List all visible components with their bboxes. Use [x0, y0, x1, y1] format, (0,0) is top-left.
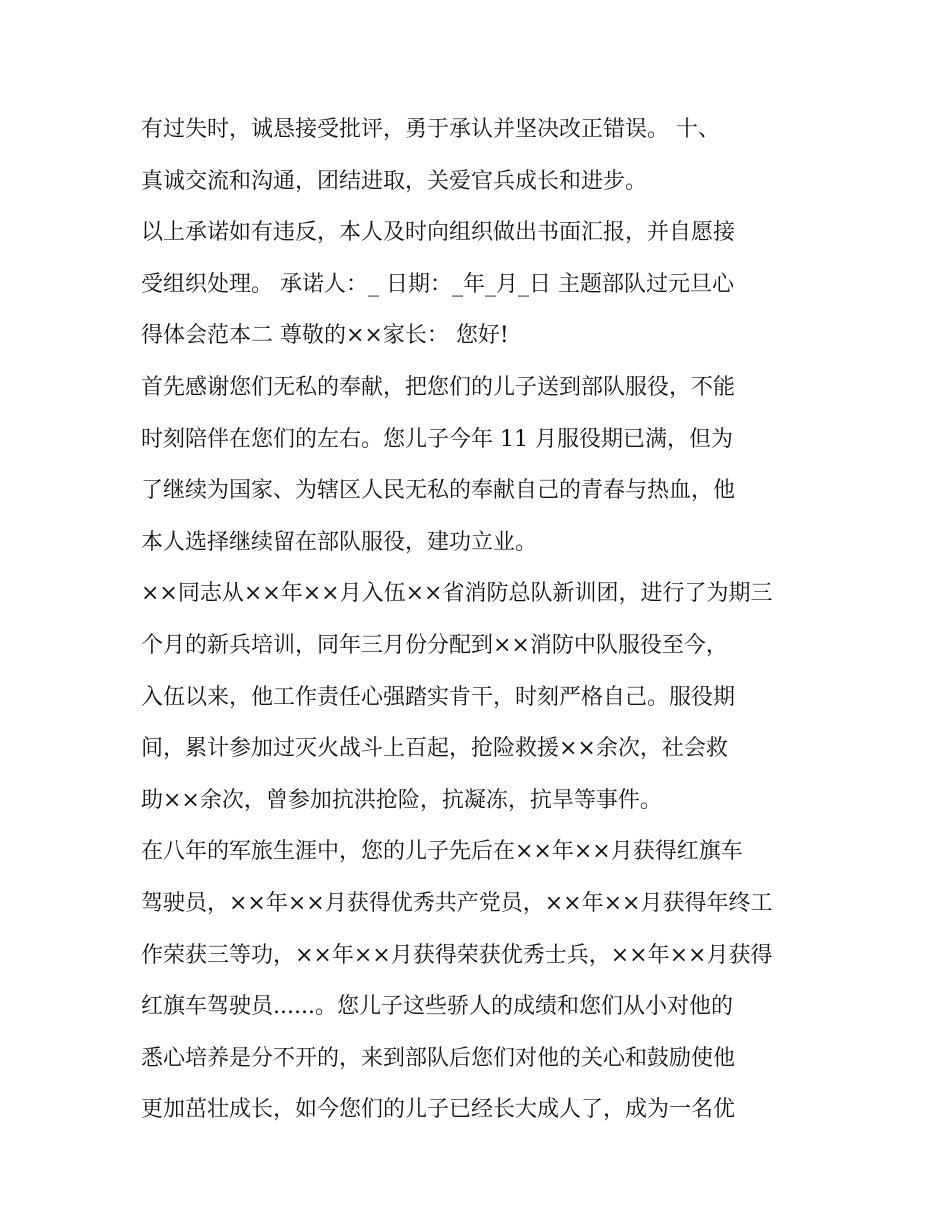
text-line: 更加茁壮成长，如今您们的儿子已经长大成人了，成为一名优 — [141, 1097, 736, 1123]
text-line: 本人选择继续留在部队服役，建功立业。 — [141, 529, 538, 555]
text-line: 驾驶员，××年××月获得优秀共产党员，××年××月获得年终工 — [141, 890, 773, 916]
text-line: 个月的新兵培训，同年三月份分配到××消防中队服役至今， — [141, 632, 728, 658]
text-line: 作荣获三等功，××年××月获得荣获优秀士兵，××年××月获得 — [141, 942, 773, 968]
text-line: 真诚交流和沟通，团结进取，关爱官兵成长和进步。 — [141, 168, 648, 194]
text-line: 以上承诺如有违反，本人及时向组织做出书面汇报，并自愿接 — [141, 220, 736, 246]
text-line: 红旗车驾驶员......。您儿子这些骄人的成绩和您们从小对他的 — [141, 994, 733, 1020]
text-line: 了继续为国家、为辖区人民无私的奉献自己的青春与热血，他 — [141, 478, 736, 504]
text-line: 间，累计参加过灭火战斗上百起，抢险救援××余次，社会救 — [141, 736, 728, 762]
text-line: 时刻陪伴在您们的左右。您儿子今年 11 月服役期已满，但为 — [141, 426, 733, 452]
text-line: 有过失时，诚恳接受批评，勇于承认并坚决改正错误。 十、 — [141, 117, 720, 142]
text-line: 得体会范本二 尊敬的××家长： 您好! — [141, 323, 509, 349]
text-line: 入伍以来，他工作责任心强踏实肯干，时刻严格自己。服役期 — [141, 684, 736, 710]
text-line: ××同志从××年××月入伍××省消防总队新训团，进行了为期三 — [141, 581, 773, 607]
document-body — [141, 104, 821, 1136]
text-line: 助××余次，曾参加抗洪抢险，抗凝冻，抗旱等事件。 — [141, 787, 662, 813]
text-line: 首先感谢您们无私的奉献，把您们的儿子送到部队服役，不能 — [141, 374, 736, 400]
text-line: 受组织处理。 承诺人：_ 日期：_年_月_日 主题部队过元旦心 — [141, 271, 734, 297]
text-line: 悉心培养是分不开的，来到部队后您们对他的关心和鼓励使他 — [141, 1045, 736, 1071]
text-line: 在八年的军旅生涯中，您的儿子先后在××年××月获得红旗车 — [141, 839, 743, 865]
